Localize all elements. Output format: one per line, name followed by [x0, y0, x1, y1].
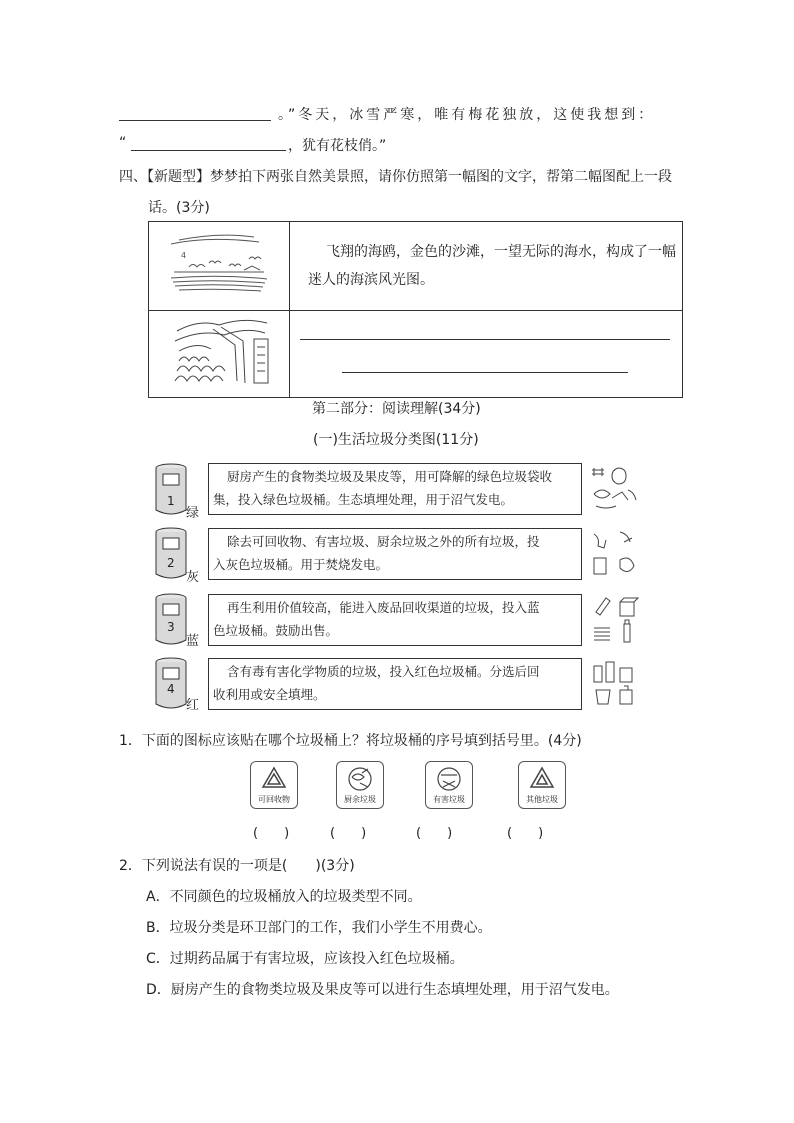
poem-context-line1: 。”冬天，冰雪严寒，唯有梅花独放，这使我想到：: [278, 107, 656, 123]
kitchen-waste-icon: [344, 765, 376, 793]
icon-card-recyclable: [250, 761, 298, 809]
recycle-icon: [259, 765, 289, 793]
icon-card-hazardous: [425, 761, 473, 809]
bins-section: [150, 460, 650, 720]
q1-instruction: 1．下面的图标应该贴在哪个垃圾桶上？将垃圾桶的序号填到括号里。(4分): [119, 733, 582, 749]
q2-option-a[interactable]: A．不同颜色的垃圾桶放入的垃圾类型不同。: [146, 889, 422, 905]
recyclable-items-icon: [590, 594, 642, 646]
photo-table: [148, 221, 683, 398]
q4-text: 梦梦拍下两张自然美景照，请你仿照第一幅图的文字，帮第二幅图配上一段: [210, 169, 672, 185]
icon-label: 其他垃圾: [526, 795, 558, 804]
bin-description-a: 厨房产生的食物类垃圾及果皮等，用可降解的绿色垃圾袋收: [227, 469, 553, 484]
seaside-photo-cell: [149, 222, 290, 311]
bin-description-box: [208, 658, 582, 710]
trash-bin-icon: [154, 526, 188, 582]
trash-bin-icon: [154, 462, 188, 518]
q2-option-c[interactable]: C．过期药品属于有害垃圾，应该投入红色垃圾桶。: [146, 951, 464, 967]
icon-label: 有害垃圾: [433, 795, 465, 804]
answer-line-2[interactable]: [342, 372, 628, 373]
bin-description-box: [208, 463, 582, 515]
bin-number: 2: [167, 556, 175, 570]
hazardous-icon: [433, 765, 465, 793]
seaside-caption-b: 迷人的海滨风光图。: [308, 272, 434, 288]
q2-option-b[interactable]: B．垃圾分类是环卫部门的工作，我们小学生不用费心。: [146, 920, 492, 936]
bin-color-label: 蓝: [186, 634, 200, 649]
icon-card-other: [518, 761, 566, 809]
answer-paren-4[interactable]: ( ): [507, 826, 544, 841]
bin-color-label: 绿: [186, 506, 200, 521]
answer-line-1[interactable]: [300, 339, 670, 340]
other-waste-items-icon: [590, 528, 642, 580]
bin-number: 1: [167, 494, 175, 508]
bin-row-3: [150, 590, 650, 650]
q2-option-d[interactable]: D．厨房产生的食物类垃圾及果皮等可以进行生态填埋处理，用于沼气发电。: [146, 982, 619, 998]
quote-open: “: [119, 135, 127, 151]
caption-answer-cell[interactable]: [290, 311, 683, 398]
part2-title: 第二部分：阅读理解(34分): [312, 401, 481, 417]
hazardous-items-icon: [590, 658, 642, 710]
bin-row-1: [150, 460, 650, 520]
icon-label: 厨余垃圾: [344, 795, 376, 804]
bin-description-a: 含有毒有害化学物质的垃圾，投入红色垃圾桶。分选后回: [227, 664, 540, 679]
answer-paren-3[interactable]: ( ): [416, 826, 453, 841]
bin-description-a: 除去可回收物、有害垃圾、厨余垃圾之外的所有垃圾，投: [227, 534, 540, 549]
bin-description-b: 色垃圾桶。鼓励出售。: [213, 623, 339, 638]
icon-label: 可回收物: [258, 795, 290, 804]
bin-color-label: 灰: [186, 570, 200, 585]
q4-tag: 【新题型】: [147, 169, 210, 185]
food-waste-icon: [590, 464, 642, 514]
seaside-caption-a: 飞翔的海鸥，金色的沙滩，一望无际的海水，构成了一幅: [326, 244, 676, 260]
icon-card-kitchen: [336, 761, 384, 809]
bin-description-box: [208, 528, 582, 580]
blank-line-1[interactable]: [119, 120, 271, 121]
bin-row-4: [150, 654, 650, 714]
bin-description-box: [208, 594, 582, 646]
part2-subtitle: (一)生活垃圾分类图(11分): [313, 432, 479, 448]
answer-paren-1[interactable]: ( ): [253, 826, 290, 841]
mountain-photo-cell: [149, 311, 290, 398]
svg-text:4: 4: [181, 251, 187, 260]
bin-row-2: [150, 524, 650, 584]
other-waste-icon: [527, 765, 557, 793]
bin-number: 3: [167, 620, 175, 634]
seaside-caption-cell: [290, 222, 683, 311]
blank-line-2[interactable]: [131, 150, 286, 151]
answer-paren-2[interactable]: ( ): [330, 826, 367, 841]
q4-number: 四、: [119, 169, 147, 185]
bin-number: 4: [167, 682, 175, 696]
bin-description-b: 集，投入绿色垃圾桶。生态填埋处理，用于沼气发电。: [213, 492, 514, 507]
poem-context-line2: ，犹有花枝俏。”: [288, 138, 387, 154]
bin-description-a: 再生利用价值较高，能进入废品回收渠道的垃圾，投入蓝: [227, 600, 540, 615]
q4-instruction: [119, 166, 672, 186]
bin-color-label: 红: [186, 698, 200, 713]
bin-description-b: 收利用或安全填埋。: [213, 687, 326, 702]
seaside-photo: [149, 222, 289, 306]
great-wall-photo: [149, 311, 289, 393]
bin-description-b: 入灰色垃圾桶。用于焚烧发电。: [213, 557, 389, 572]
q2-instruction: 2．下列说法有误的一项是( )(3分): [119, 858, 355, 874]
q4-instruction-cont: 话。(3分): [148, 200, 210, 216]
